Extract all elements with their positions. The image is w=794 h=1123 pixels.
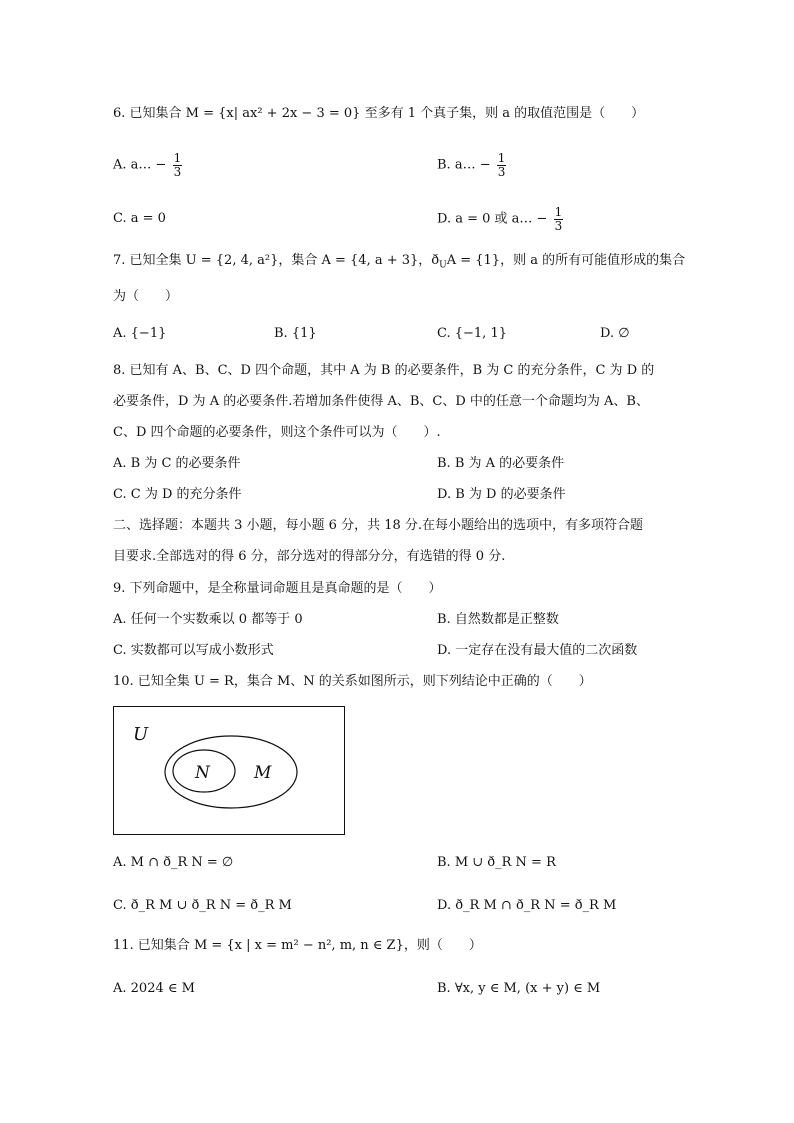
q9-option-a: A. 任何一个实数乘以 0 都等于 0 [113,612,303,627]
q7-stem-line-2: 为（ ） [113,289,179,304]
section-2-instructions-line-2: 目要求.全部选对的得 6 分，部分选对的得部分分，有选错的得 0 分. [113,549,506,564]
set-m-label: M [254,763,272,783]
q8-stem-line-2: 必要条件，D 为 A 的必要条件.若增加条件使得 A、B、C、D 中的任意一个命题均为 A、B、 [113,394,649,409]
q7-stem-line-1 [113,254,685,271]
q6-option-b [437,152,508,178]
set-n-label: N [195,763,210,783]
q6-option-a-text: A. a… − [113,157,167,173]
fraction-numerator: 1 [497,151,506,165]
q11-stem: 11. 已知集合 M = {x | x = m² − n², m, n ∈ Z}，则（ ） [113,938,482,953]
q6-option-b-text: B. a… − [437,157,491,173]
q11-option-b: B. ∀x, y ∈ M, (x + y) ∈ M [437,981,601,996]
q8-stem-line-3: C、D 四个命题的必要条件，则这个条件可以为（ ）. [113,425,441,440]
q7-option-c: C. {−1, 1} [437,326,507,341]
q6-option-b-fraction [497,152,507,178]
q7-option-d: D. ∅ [600,326,630,341]
q6-option-d [437,206,565,232]
section-2-instructions-line-1: 二、选择题：本题共 3 小题，每小题 6 分，共 18 分.在每小题给出的选项中，有多项符合题 [113,518,644,533]
q11-option-a: A. 2024 ∈ M [113,981,195,996]
venn-diagram [113,706,345,835]
q9-option-c: C. 实数都可以写成小数形式 [113,643,274,658]
q7-option-b: B. {1} [274,326,317,341]
q6-option-d-fraction [554,206,564,232]
q10-option-c: C. ð_R M ∪ ð_R N = ð_R M [113,898,292,913]
q10-option-d: D. ð_R M ∩ ð_R N = ð_R M [437,898,617,913]
q7-stem-tail: A = {1}，则 a 的所有可能值形成的集合 [446,253,686,268]
q9-option-b: B. 自然数都是正整数 [437,612,559,627]
q8-option-a: A. B 为 C 的必要条件 [113,456,241,471]
set-m-ellipse [165,736,297,808]
fraction-denominator: 3 [173,164,182,179]
q7-stem-head: 7. 已知全集 U = {2, 4, a²}，集合 A = {4, a + 3}，ð [113,253,440,268]
q6-stem: 6. 已知集合 M = {x| ax² + 2x − 3 = 0} 至多有 1 个真子集，则 a 的取值范围是（ ） [113,106,645,121]
q7-option-a: A. {−1} [113,326,167,341]
fraction-denominator: 3 [554,218,563,233]
q6-option-c: C. a = 0 [113,211,166,226]
fraction-numerator: 1 [554,205,563,219]
q6-option-a [113,152,184,178]
q6-option-d-text: D. a = 0 或 a… − [437,211,548,227]
q10-option-b: B. M ∪ ð_R N = R [437,855,556,870]
q8-option-c: C. C 为 D 的充分条件 [113,487,242,502]
q10-option-a: A. M ∩ ð_R N = ∅ [113,855,234,870]
q8-stem-line-1: 8. 已知有 A、B、C、D 四个命题，其中 A 为 B 的必要条件，B 为 C 的充分条件，C 为 D 的 [113,363,655,378]
fraction-numerator: 1 [173,151,182,165]
q8-option-d: D. B 为 D 的必要条件 [437,487,566,502]
q8-option-b: B. B 为 A 的必要条件 [437,456,565,471]
q6-option-a-fraction [173,152,183,178]
fraction-denominator: 3 [497,164,506,179]
universe-label: U [133,724,149,745]
q9-stem: 9. 下列命题中，是全称量词命题且是真命题的是（ ） [113,581,442,596]
q9-option-d: D. 一定存在没有最大值的二次函数 [437,643,638,658]
q10-stem: 10. 已知全集 U = R，集合 M、N 的关系如图所示，则下列结论中正确的（ ） [113,674,592,689]
q7-complement-subscript: U [439,260,447,271]
